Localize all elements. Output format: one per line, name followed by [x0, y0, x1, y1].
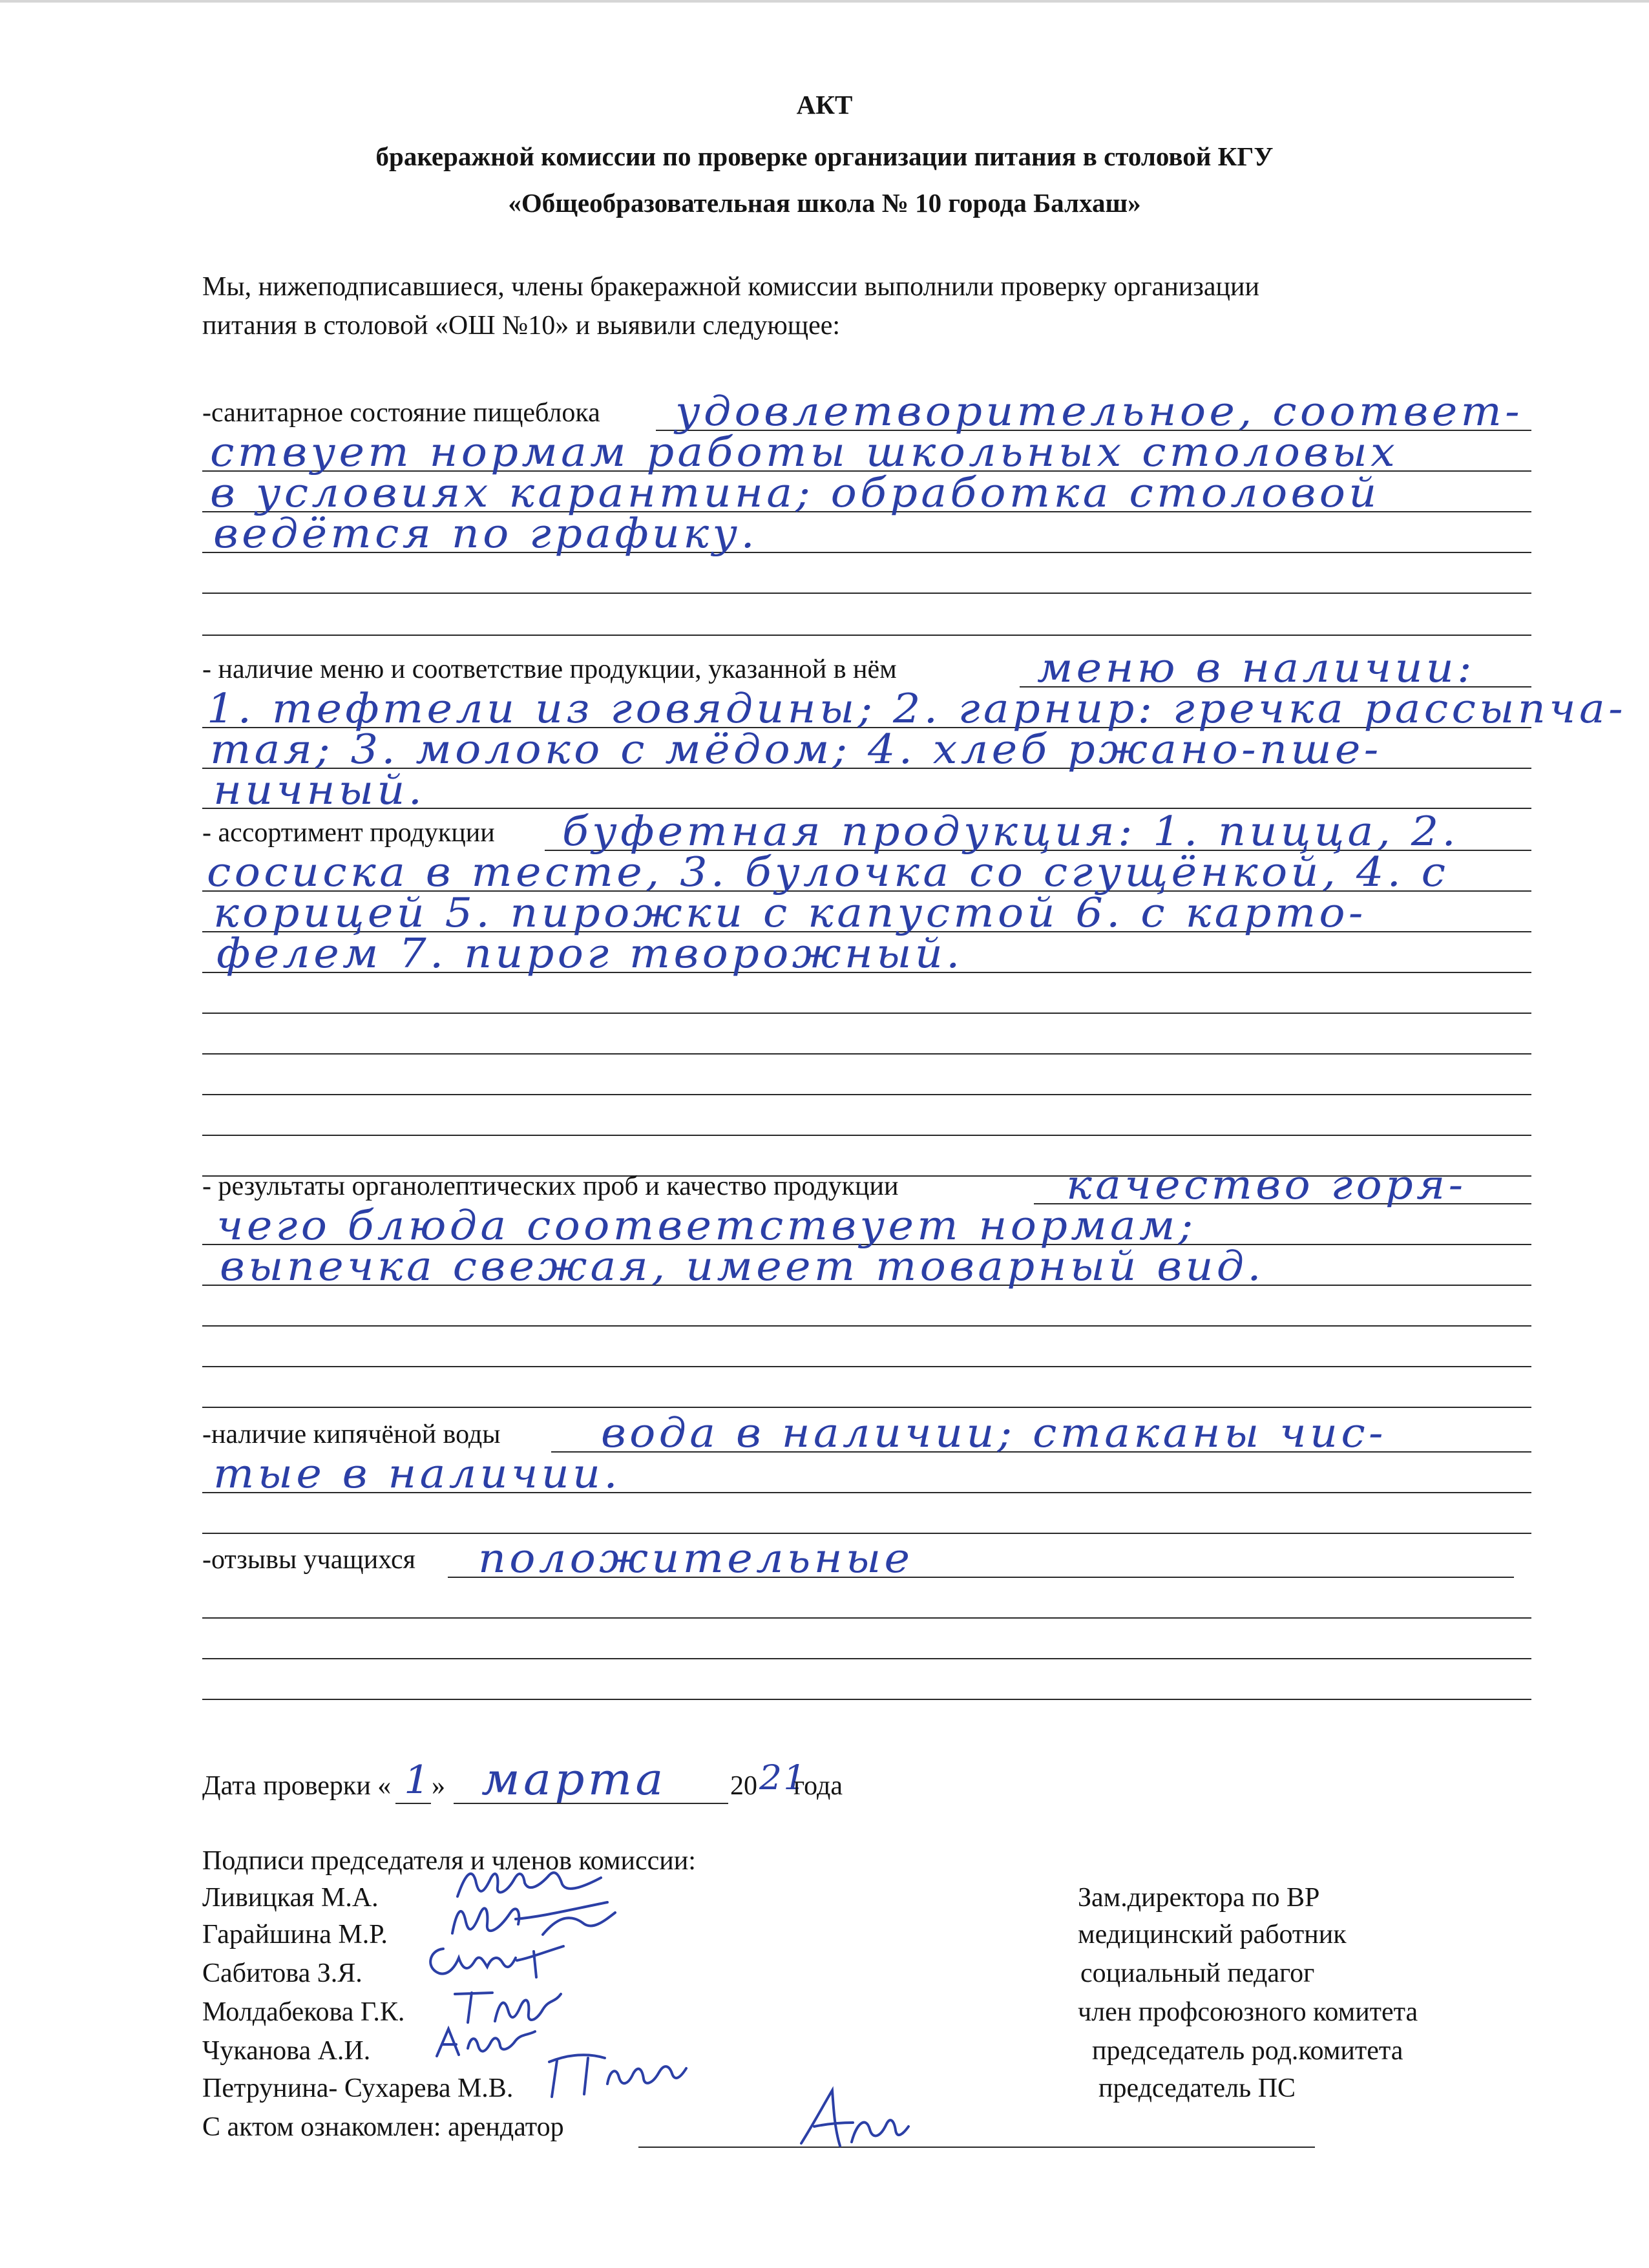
sanitary-hw-4: ведётся по графику. [213, 510, 758, 557]
signature-chukanova [432, 2022, 541, 2061]
signature-sabitova [420, 1938, 575, 1984]
organoleptic-label: - результаты органолептических проб и качество продукции [202, 1171, 899, 1201]
intro-line-2: питания в столовой «ОШ №10» и выявили следующее: [202, 311, 841, 341]
signatures-heading: Подписи председателя и членов комиссии: [202, 1846, 696, 1876]
signature-petrunina [543, 2045, 691, 2103]
rule-assort-5 [202, 1013, 1531, 1014]
menu-label: - наличие меню и соответствие продукции, указанной в нём [202, 655, 897, 684]
sanitary-label: -санитарное состояние пищеблока [202, 398, 600, 428]
assortment-hw-3: корицей 5. пирожки с капустой 6. с карто- [213, 889, 1367, 936]
date-year-suffix: 21 [759, 1759, 808, 1798]
organoleptic-hw-2: чего блюда соответствует нормам; [216, 1202, 1197, 1249]
menu-hw-1: меню в наличии: [1037, 644, 1475, 691]
member-name-3: Сабитова З.Я. [202, 1958, 362, 1988]
member-role-2: медицинский работник [1078, 1920, 1347, 1949]
assortment-hw-2: сосиска в тесте, 3. булочка со сгущёнкой, 4. с [207, 848, 1449, 896]
member-role-1: Зам.директора по ВР [1078, 1883, 1320, 1913]
water-hw-1: вода в наличии; стаканы чис- [601, 1409, 1387, 1456]
reviews-label: -отзывы учащихся [202, 1545, 415, 1575]
act-title: АКТ [796, 90, 853, 120]
rule-organo-6 [202, 1407, 1531, 1408]
date-mid: » [432, 1771, 445, 1801]
scan-top-edge [0, 0, 1649, 3]
rule-water-3 [202, 1533, 1531, 1534]
menu-hw-2: 1. тефтели из говядины; 2. гарнир: гречка рассыпча- [207, 685, 1626, 732]
rule-assort-7 [202, 1094, 1531, 1095]
menu-hw-4: ничный. [213, 766, 426, 814]
sanitary-hw-1: удовлетворительное, соответ- [675, 388, 1524, 435]
organoleptic-hw-1: качество горя- [1066, 1161, 1467, 1208]
acquainted-label: С актом ознакомлен: арендатор [202, 2112, 564, 2142]
rule-reviews-3 [202, 1658, 1531, 1659]
rule-sanitary-6 [202, 635, 1531, 636]
sanitary-hw-2: ствует нормам работы школьных столовых [210, 428, 1399, 476]
assortment-hw-1: буфетная продукция: 1. пицца, 2. [562, 808, 1460, 855]
menu-hw-3: тая; 3. молоко с мёдом; 4. хлеб ржано-пше- [210, 726, 1382, 773]
signature-garayshina [446, 1893, 627, 1945]
member-name-5: Чуканова А.И. [202, 2036, 371, 2066]
organoleptic-hw-3: выпечка свежая, имеет товарный вид. [220, 1243, 1265, 1290]
intro-line-1: Мы, нижеподписавшиеся, члены бракеражной комиссии выполнили проверку организации [202, 272, 1259, 302]
member-role-6: председатель ПС [1098, 2074, 1296, 2103]
member-name-4: Молдабекова Г.К. [202, 1997, 405, 2027]
rule-organo-4 [202, 1325, 1531, 1327]
rule-organo-5 [202, 1366, 1531, 1367]
assortment-hw-4: фелем 7. пирог творожный. [216, 930, 963, 977]
date-suffix: года [793, 1771, 843, 1801]
rule-assort-6 [202, 1053, 1531, 1055]
date-day: 1 [404, 1758, 434, 1803]
rule-date-day [395, 1803, 431, 1804]
water-hw-2: тые в наличии. [213, 1450, 621, 1497]
date-prefix: Дата проверки « [202, 1771, 392, 1801]
school-name: «Общеобразовательная школа № 10 города Балхаш» [508, 188, 1141, 218]
member-name-1: Ливицкая М.А. [202, 1883, 379, 1913]
rule-sanitary-5 [202, 593, 1531, 594]
reviews-hw-1: положительные [478, 1535, 914, 1582]
signature-tenant [795, 2084, 911, 2155]
member-name-6: Петрунина- Сухарева М.В. [202, 2074, 514, 2103]
rule-date-month [454, 1803, 728, 1804]
member-name-2: Гарайшина М.Р. [202, 1920, 388, 1949]
sanitary-hw-3: в условиях карантина; обработка столовой [210, 469, 1380, 516]
date-month: марта [481, 1754, 667, 1805]
member-role-4: член профсоюзного комитета [1078, 1997, 1418, 2027]
rule-reviews-2 [202, 1617, 1531, 1619]
assortment-label: - ассортимент продукции [202, 818, 495, 848]
member-role-3: социальный педагог [1080, 1958, 1315, 1988]
date-year-prefix: 20 [730, 1771, 757, 1801]
act-subtitle: бракеражной комиссии по проверке организации питания в столовой КГУ [375, 142, 1274, 171]
water-label: -наличие кипячёной воды [202, 1420, 501, 1449]
rule-reviews-4 [202, 1699, 1531, 1700]
rule-assort-8 [202, 1135, 1531, 1136]
rule-tenant-signature [638, 2147, 1315, 2148]
member-role-5: председатель род.комитета [1092, 2036, 1403, 2066]
